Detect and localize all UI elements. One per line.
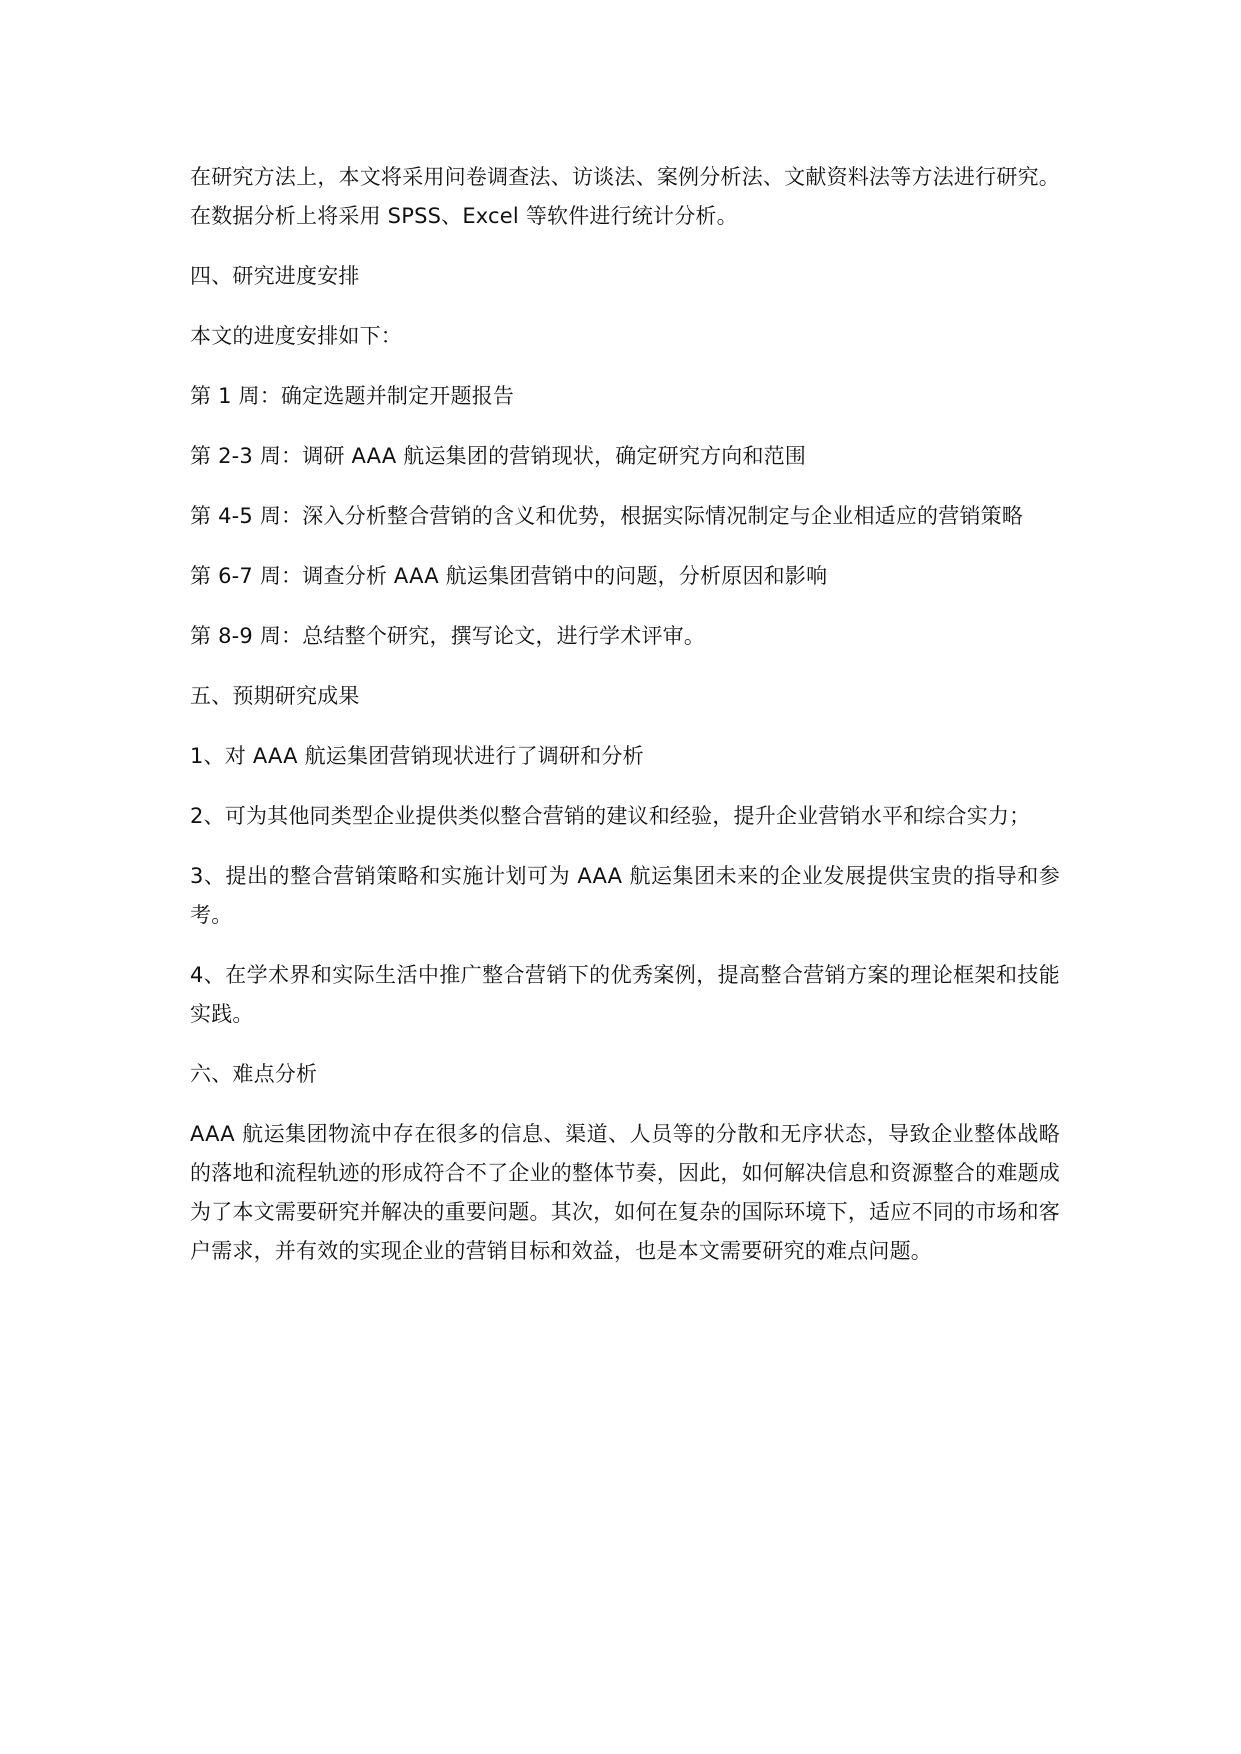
result-item-4: 4、在学术界和实际生活中推广整合营销下的优秀案例，提高整合营销方案的理论框架和技能实践。 — [190, 963, 1060, 1026]
schedule-item-week-4-5: 第 4-5 周：深入分析整合营销的含义和优势，根据实际情况制定与企业相适应的营销策略 — [190, 504, 1024, 528]
result-item-3: 3、提出的整合营销策略和实施计划可为 AAA 航运集团未来的企业发展提供宝贵的指导和参考。 — [190, 864, 1060, 927]
section-heading-expected-results: 五、预期研究成果 — [190, 684, 360, 708]
result-item-2: 2、可为其他同类型企业提供类似整合营销的建议和经验，提升企业营销水平和综合实力； — [190, 804, 1031, 828]
schedule-item-week-8-9: 第 8-9 周：总结整个研究，撰写论文，进行学术评审。 — [190, 624, 706, 648]
schedule-item-week-1: 第 1 周：确定选题并制定开题报告 — [190, 384, 515, 408]
schedule-item-week-2-3: 第 2-3 周：调研 AAA 航运集团的营销现状，确定研究方向和范围 — [190, 444, 807, 468]
paragraph-schedule-intro: 本文的进度安排如下： — [190, 324, 402, 348]
paragraph-research-methods: 在研究方法上，本文将采用问卷调查法、访谈法、案例分析法、文献资料法等方法进行研究。在数据分析上将采用 SPSS、Excel 等软件进行统计分析。 — [190, 165, 1060, 228]
result-item-1: 1、对 AAA 航运集团营销现状进行了调研和分析 — [190, 744, 644, 768]
document-body — [190, 158, 1060, 1292]
paragraph-difficulty-analysis: AAA 航运集团物流中存在很多的信息、渠道、人员等的分散和无序状态，导致企业整体战略的落地和流程轨迹的形成符合不了企业的整体节奏，因此，如何解决信息和资源整合的难题成为了本文需要研究并解决的重要问题。其次，如何在复杂的国际环境下，适应不同的市场和客户需求，并有效的实现企业的营销目标和效益，也是本文需要研究的难点问题。 — [190, 1122, 1060, 1263]
section-heading-difficulties: 六、难点分析 — [190, 1062, 318, 1086]
schedule-item-week-6-7: 第 6-7 周：调查分析 AAA 航运集团营销中的问题，分析原因和影响 — [190, 564, 828, 588]
section-heading-schedule: 四、研究进度安排 — [190, 264, 360, 288]
